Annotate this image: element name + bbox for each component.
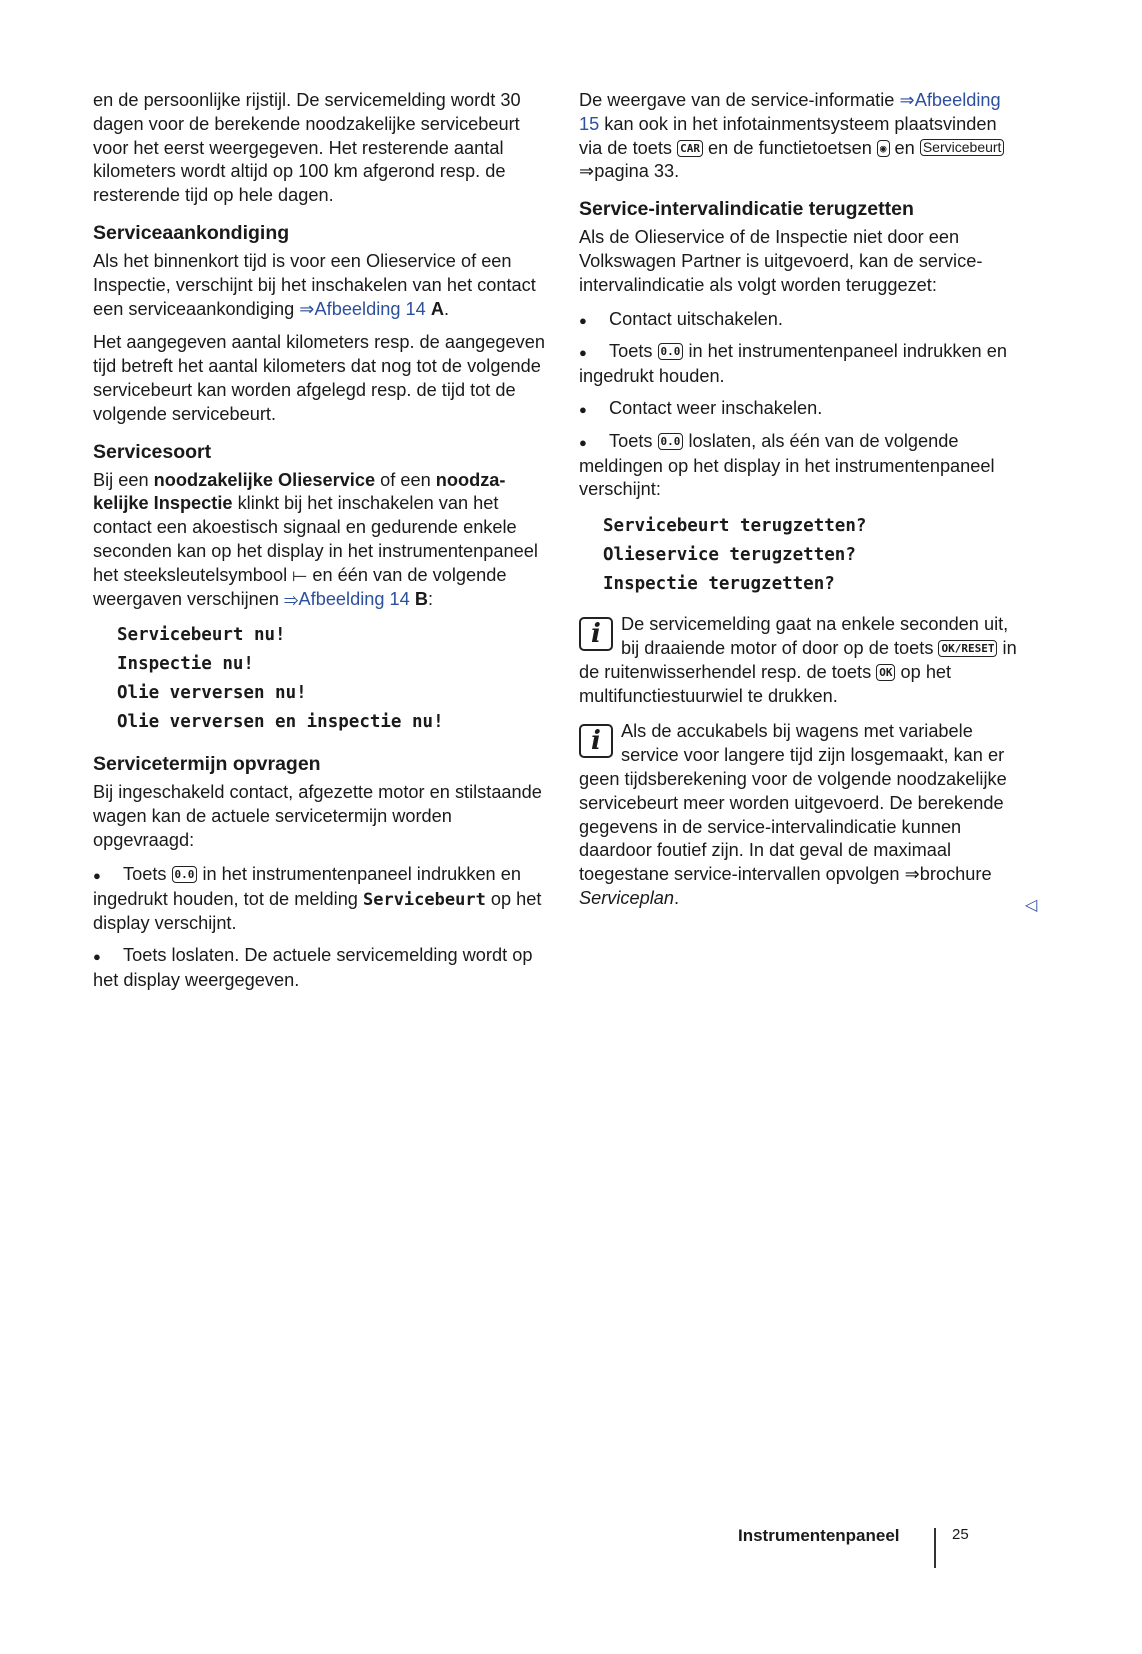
bullet-item [93, 944, 548, 993]
text-run: en de functietoetsen [702, 137, 877, 158]
bullet-item [579, 397, 1019, 422]
left-column [93, 89, 548, 1001]
info-note [579, 720, 1019, 910]
text-run: Bij een [93, 469, 154, 490]
key-symbol-icon: 0.0 [172, 866, 198, 883]
right-column [579, 89, 1019, 923]
bullet-item [579, 340, 1019, 389]
display-message-line: Inspectie terugzetten? [603, 574, 835, 595]
paragraph [93, 469, 548, 612]
wrench-icon: ⟝ [292, 564, 308, 585]
key-symbol-icon: OK/RESET [938, 640, 997, 657]
italic-text: Serviceplan [579, 887, 675, 908]
footer-divider [934, 1528, 936, 1568]
section-heading [579, 196, 1019, 222]
key-symbol-icon: ◉ [877, 140, 890, 157]
paragraph [93, 331, 548, 426]
function-key-label: Servicebeurt [920, 139, 1005, 156]
bullet-item [579, 430, 1019, 502]
text-run: Contact uitschakelen. [609, 308, 783, 329]
text-run: . [443, 298, 450, 319]
text-run: Servicesoort [93, 440, 212, 463]
text-run: kan ook in het infotainmentsysteem plaatsvinden via de toets [579, 113, 997, 158]
display-message-line: Servicebeurt terugzetten? [603, 516, 867, 537]
text-run: Toets [609, 430, 658, 451]
text-run: in de ruitenwisserhendel resp. de toets [579, 637, 1017, 682]
key-symbol-icon: OK [876, 664, 895, 681]
text-run: en de persoonlijke rijstijl. De servicemelding wordt 30 dagen voor de berekende noodzakelijke servicebeurt voor het eerst weergegeven. Het resterende aantal kilometers wordt altijd op 100 km afgerond resp. de resterende tijd op hele dagen. [93, 90, 521, 206]
bold-text: noodzakelijke Olieservice [153, 469, 376, 490]
info-icon: i [579, 724, 613, 758]
paragraph [93, 781, 548, 852]
bullet-icon: ● [93, 867, 101, 883]
display-messages [93, 621, 548, 737]
text-run: klinkt bij het inschakelen van het contact een akoestisch signaal en gedurende enkele seconden kan op het display in het instrumentenpaneel het steeksleutelsymbool [93, 493, 538, 585]
bold-text: noodzakelijke Inspectie [93, 469, 506, 514]
section-end-icon: ◁ [1025, 897, 1038, 914]
text-run: : [427, 588, 434, 609]
info-note [579, 613, 1019, 708]
text-run: en één van de volgende weergaven verschijnen [93, 564, 507, 609]
bold-text: B [414, 588, 428, 609]
text-run: Contact weer inschakelen. [609, 397, 823, 418]
figure-link[interactable]: ⇒Afbeelding 15 [579, 90, 1001, 134]
text-run: Service-intervalindicatie terugzetten [579, 198, 914, 221]
text-run: op het display verschijnt. [93, 888, 542, 934]
display-message-line: Olie verversen nu! [117, 683, 307, 704]
section-heading [93, 439, 548, 465]
text-run: op het multifunctiestuurwiel te drukken. [579, 661, 952, 706]
display-message-line: Olie verversen en inspectie nu! [117, 712, 444, 733]
key-symbol-icon: 0.0 [658, 433, 684, 450]
info-icon: i [579, 617, 613, 651]
bullet-icon: ● [579, 345, 587, 361]
footer-section-title: Instrumentenpaneel [738, 1526, 900, 1545]
text-run: Als de Olieservice of de Inspectie niet door een Volkswagen Partner is uitgevoerd, kan de serviceintervalindicatie als volgt worden teruggezet: [579, 227, 983, 295]
text-run: loslaten, als één van de volgende meldingen op het display in het instrumentenpaneel verschijnt: [579, 430, 995, 500]
display-message-line: Olieservice terugzetten? [603, 545, 856, 566]
text-run: Als de accukabels bij wagens met variabele service voor langere tijd zijn losgemaakt, kan er geen tijdsberekening voor de volgende noodzakelijke servicebeurt meer worden uitgevoerd. De berekende gegevens in de service-intervalindicatie kunnen daardoor foutief zijn. In dat geval de maximaal toegestane service-intervallen opvolgen [579, 721, 1007, 885]
bullet-item [579, 308, 1019, 333]
bullet-icon: ● [579, 401, 587, 417]
text-run: . [674, 887, 680, 908]
paragraph [93, 250, 548, 321]
bullet-icon: ● [579, 312, 587, 328]
text-run: Als het binnenkort tijd is voor een Olieservice of een Inspectie, verschijnt bij het inschakelen van het contact een serviceaankondiging [93, 250, 536, 319]
paragraph [579, 226, 1019, 297]
text-run: De weergave van de service-informatie [579, 90, 900, 110]
figure-link[interactable]: ⇒Afbeelding 14 [299, 298, 426, 319]
page-number: 25 [952, 1526, 969, 1543]
text-run: ⇒brochure [904, 864, 992, 885]
text-run: Toets [609, 341, 658, 362]
section-heading [93, 220, 548, 246]
display-messages [579, 512, 1019, 599]
text-run: en [889, 137, 920, 158]
paragraph [93, 89, 548, 208]
section-heading [93, 751, 548, 777]
text-run: Toets loslaten. De actuele servicemelding wordt op het display weergegeven. [93, 945, 533, 990]
text-run: Het aangegeven aantal kilometers resp. de aangegeven tijd betreft het aantal kilometers dat nog tot de volgende servicebeurt kan worden afgelegd resp. de tijd tot de volgende servicebeurt. [93, 332, 545, 424]
key-symbol-icon: 0.0 [658, 343, 684, 360]
text-run: De servicemelding gaat na enkele seconden uit, bij draaiende motor of door op de toets [621, 614, 1009, 658]
display-message: Servicebeurt [362, 889, 486, 910]
paragraph [579, 89, 1019, 184]
text-run: Serviceaankondiging [93, 221, 290, 244]
text-run: of een [375, 469, 436, 490]
text-run: Toets [123, 863, 172, 884]
bullet-icon: ● [579, 434, 587, 450]
figure-link[interactable]: ⇒Afbeelding 14 [284, 588, 410, 609]
text-run: Bij ingeschakeld contact, afgezette motor en stilstaande wagen kan de actuele servicetermijn worden opgevraagd: [93, 782, 542, 850]
display-message-line: Servicebeurt nu! [117, 625, 286, 646]
bullet-icon: ● [93, 949, 101, 965]
display-message-line: Inspectie nu! [117, 654, 254, 675]
text-run: in het instrumentenpaneel indrukken en ingedrukt houden. [579, 341, 1007, 387]
key-symbol-icon: CAR [677, 140, 703, 157]
text-run: in het instrumentenpaneel indrukken en ingedrukt houden, tot de melding [93, 863, 521, 909]
text-run: Servicetermijn opvragen [93, 753, 321, 776]
bold-text: A [430, 298, 444, 319]
text-run: ⇒pagina 33. [579, 161, 680, 182]
bullet-item [93, 863, 548, 936]
